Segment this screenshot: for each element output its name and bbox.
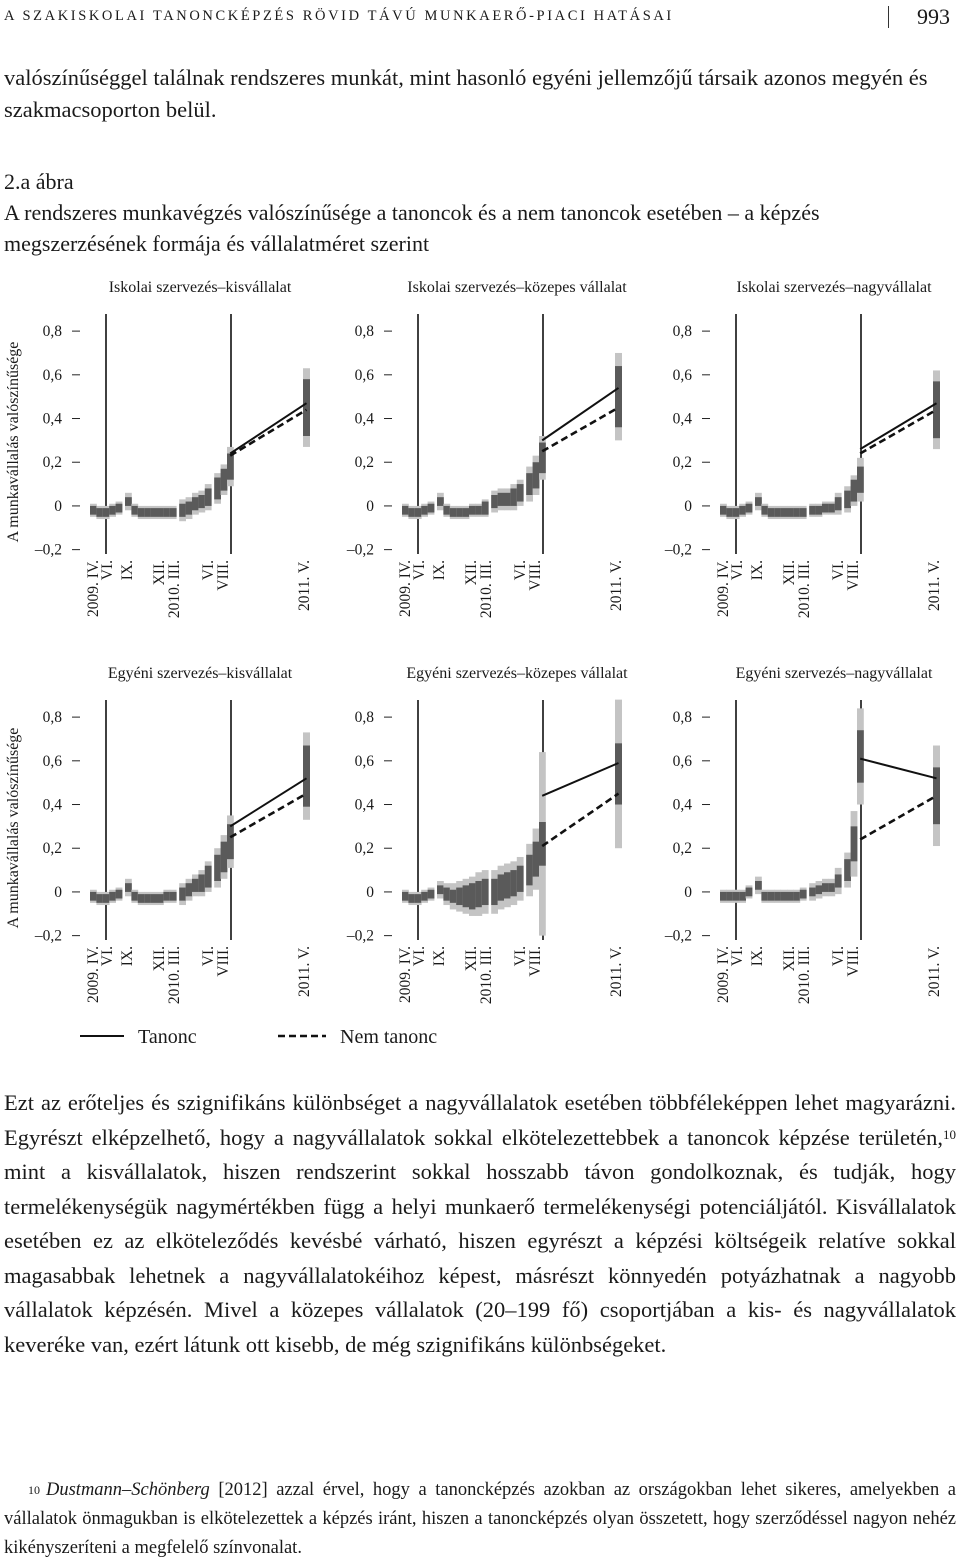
panel-title: Egyéni szervezés–nagyvállalat bbox=[735, 665, 933, 682]
y-tick-label: –0,2 bbox=[34, 927, 62, 945]
tanonc-line bbox=[860, 403, 936, 449]
ci-inner-bar bbox=[90, 506, 97, 515]
running-head-divider bbox=[888, 6, 889, 28]
panel-title: Iskolai szervezés–kisvállalat bbox=[108, 279, 292, 296]
ci-inner-bar bbox=[828, 883, 835, 892]
x-tick-label: VI. bbox=[99, 560, 116, 581]
ci-inner-bar bbox=[221, 469, 228, 491]
x-tick-label: 2011. V. bbox=[608, 560, 625, 611]
ci-inner-bar bbox=[131, 892, 138, 901]
ci-inner-bar bbox=[415, 894, 422, 903]
y-tick-label: 0,2 bbox=[42, 454, 62, 472]
ci-inner-bar bbox=[443, 506, 450, 515]
ci-inner-bar bbox=[739, 506, 746, 515]
y-tick-label: 0,6 bbox=[354, 366, 374, 384]
x-tick-label: 2011. V. bbox=[296, 946, 313, 997]
nem-tanonc-line bbox=[860, 410, 936, 454]
ci-inner-bar bbox=[103, 894, 110, 903]
y-tick-label: 0,2 bbox=[672, 840, 692, 858]
ci-inner-bar bbox=[214, 478, 221, 500]
ci-inner-bar bbox=[857, 467, 864, 493]
ci-inner-bar bbox=[450, 508, 457, 517]
y-tick-label: 0 bbox=[366, 883, 374, 901]
y-tick-label: 0,4 bbox=[672, 410, 692, 428]
ci-inner-bar bbox=[768, 892, 775, 901]
footnote bbox=[4, 1476, 956, 1563]
x-tick-label: 2009. IV. bbox=[85, 946, 102, 1003]
ci-inner-bar bbox=[103, 508, 110, 517]
ci-inner-bar bbox=[539, 443, 546, 474]
ci-inner-bar bbox=[96, 508, 103, 517]
ci-inner-bar bbox=[463, 885, 470, 907]
x-tick-label: IX. bbox=[431, 946, 448, 967]
ci-inner-bar bbox=[510, 870, 517, 896]
ci-inner-bar bbox=[761, 892, 768, 901]
ci-inner-bar bbox=[828, 504, 835, 513]
x-tick-label: 2011. V. bbox=[926, 946, 943, 997]
ci-inner-bar bbox=[469, 506, 476, 515]
ci-inner-bar bbox=[720, 506, 727, 515]
y-tick-label: 0,8 bbox=[354, 323, 374, 341]
x-tick-label: VIII. bbox=[215, 946, 232, 977]
ci-inner-bar bbox=[517, 484, 524, 501]
ci-inner-bar bbox=[421, 506, 428, 515]
x-tick-label: VIII. bbox=[845, 946, 862, 977]
ci-inner-bar bbox=[739, 892, 746, 901]
ci-inner-bar bbox=[192, 879, 199, 892]
x-tick-label: IX. bbox=[431, 560, 448, 581]
ci-inner-bar bbox=[109, 892, 116, 901]
ci-inner-bar bbox=[138, 508, 145, 517]
ci-inner-bar bbox=[809, 506, 816, 515]
ci-inner-bar bbox=[835, 497, 842, 510]
ci-inner-bar bbox=[526, 855, 533, 886]
ci-inner-bar bbox=[793, 508, 800, 517]
x-tick-label: VIII. bbox=[527, 560, 544, 591]
body-paragraph bbox=[4, 1086, 956, 1362]
ci-inner-bar bbox=[144, 508, 151, 517]
x-tick-label: 2009. IV. bbox=[85, 560, 102, 617]
ci-inner-bar bbox=[533, 842, 540, 877]
x-tick-label: VIII. bbox=[845, 560, 862, 591]
page-number: 993 bbox=[917, 4, 950, 29]
y-tick-label: 0,6 bbox=[354, 752, 374, 770]
ci-inner-bar bbox=[408, 508, 415, 517]
x-tick-label: 2010. III. bbox=[166, 560, 183, 619]
ci-inner-bar bbox=[402, 892, 409, 901]
ci-inner-bar bbox=[151, 508, 158, 517]
footnote-author: Dustmann–Schönberg bbox=[46, 1480, 210, 1500]
body-text-part1: Ezt az erőteljes és szignifikáns különbséget a nagyvállalatok esetében többféleképpen lehet magyarázni. Egyrészt elképzelhető, hogy a nagyvállalatok sokkal elkötelezettebbek a tanoncok képzése területén, bbox=[4, 1090, 956, 1150]
y-tick-label: 0 bbox=[684, 497, 692, 515]
x-tick-label: XII. bbox=[463, 560, 480, 586]
x-tick-label: XII. bbox=[781, 946, 798, 972]
x-tick-label: 2009. IV. bbox=[397, 560, 414, 617]
ci-inner-bar bbox=[475, 881, 482, 907]
ci-inner-bar bbox=[851, 826, 858, 861]
y-tick-label: 0 bbox=[684, 883, 692, 901]
ci-inner-bar bbox=[755, 881, 762, 890]
chart-panel bbox=[664, 665, 943, 1004]
ci-inner-bar bbox=[408, 894, 415, 903]
figure bbox=[0, 262, 960, 1062]
y-tick-label: 0,8 bbox=[354, 709, 374, 727]
ci-inner-bar bbox=[227, 824, 234, 859]
y-tick-label: 0,2 bbox=[354, 454, 374, 472]
ci-inner-bar bbox=[835, 874, 842, 887]
tanonc-line bbox=[542, 388, 618, 440]
figure-number: 2.a ábra bbox=[4, 169, 74, 194]
intro-paragraph: valószínűséggel találnak rendszeres munkát, mint hasonló egyéni jellemzőjű társaik azonos megyén és szakmacsoporton belül. bbox=[4, 65, 928, 122]
chart-panel bbox=[34, 665, 313, 1004]
x-tick-label: 2011. V. bbox=[296, 560, 313, 611]
chart-panel bbox=[346, 279, 627, 618]
ci-inner-bar bbox=[746, 504, 753, 513]
ci-inner-bar bbox=[761, 506, 768, 515]
chart-panel bbox=[34, 279, 313, 618]
ci-inner-bar bbox=[787, 508, 794, 517]
ci-inner-bar bbox=[774, 892, 781, 901]
y-tick-label: 0,8 bbox=[672, 323, 692, 341]
ci-inner-bar bbox=[482, 502, 489, 515]
ci-inner-bar bbox=[125, 883, 132, 892]
legend-nem-tanonc-label: Nem tanonc bbox=[340, 1026, 438, 1048]
ci-inner-bar bbox=[437, 885, 444, 894]
ci-inner-bar bbox=[163, 892, 170, 901]
ci-inner-bar bbox=[844, 491, 851, 508]
ci-inner-bar bbox=[822, 883, 829, 892]
x-tick-label: VI. bbox=[512, 560, 529, 581]
ci-inner-bar bbox=[428, 504, 435, 513]
ci-inner-bar bbox=[800, 508, 807, 517]
ci-inner-bar bbox=[733, 892, 740, 901]
ci-inner-bar bbox=[787, 892, 794, 901]
ci-inner-bar bbox=[157, 508, 164, 517]
x-tick-label: 2010. III. bbox=[478, 946, 495, 1005]
x-tick-label: VI. bbox=[830, 560, 847, 581]
ci-inner-bar bbox=[116, 890, 123, 899]
ci-inner-bar bbox=[186, 502, 193, 515]
ci-inner-bar bbox=[443, 888, 450, 901]
y-axis-title: A munkavállalás valószínűsége bbox=[5, 341, 22, 543]
running-head bbox=[4, 6, 956, 32]
ci-inner-bar bbox=[463, 508, 470, 517]
y-tick-label: 0,6 bbox=[672, 366, 692, 384]
figure-caption: A rendszeres munkavégzés valószínűsége a tanoncok és a nem tanoncok esetében – a képzés megszerzésének formája és vállalatméret szerint bbox=[4, 200, 820, 256]
footnote-number: 10 bbox=[28, 1483, 40, 1497]
ci-inner-bar bbox=[720, 892, 727, 901]
ci-inner-bar bbox=[498, 874, 505, 900]
ci-inner-bar bbox=[822, 504, 829, 513]
y-tick-label: 0,4 bbox=[354, 410, 374, 428]
tanonc-line bbox=[860, 759, 936, 779]
tanonc-line bbox=[230, 403, 306, 453]
footnote-text: [2012] azzal érvel, hogy a tanoncképzés azokban az országokban lehet sikeres, amelyekben a vállalatok önmagukban is elkötelezettek a képzés iránt, hiszen a tanoncképzés olyan összetett, hogy szerződéssel nagyon nehéz kikényszeríteni a megfelelő színvonalat. bbox=[4, 1480, 956, 1558]
legend-tanonc-label: Tanonc bbox=[138, 1026, 197, 1048]
x-tick-label: XII. bbox=[151, 946, 168, 972]
nem-tanonc-line bbox=[542, 794, 618, 846]
x-tick-label: VI. bbox=[411, 946, 428, 967]
ci-inner-bar bbox=[170, 892, 177, 901]
y-tick-label: 0,2 bbox=[354, 840, 374, 858]
ci-inner-bar bbox=[456, 888, 463, 905]
ci-inner-bar bbox=[450, 890, 457, 903]
y-tick-label: 0,8 bbox=[672, 709, 692, 727]
y-tick-label: 0,2 bbox=[42, 840, 62, 858]
x-tick-label: 2010. III. bbox=[796, 560, 813, 619]
ci-inner-bar bbox=[192, 497, 199, 510]
x-tick-label: IX. bbox=[119, 946, 136, 967]
y-tick-label: –0,2 bbox=[664, 541, 692, 559]
legend bbox=[80, 1026, 437, 1048]
y-tick-label: –0,2 bbox=[346, 927, 374, 945]
footnote-reference[interactable]: 10 bbox=[943, 1126, 956, 1142]
ci-inner-bar bbox=[205, 866, 212, 888]
y-tick-label: 0 bbox=[54, 497, 62, 515]
ci-inner-bar bbox=[475, 506, 482, 515]
y-tick-label: 0,4 bbox=[354, 796, 374, 814]
x-tick-label: VI. bbox=[200, 946, 217, 967]
panel-title: Iskolai szervezés–közepes vállalat bbox=[407, 279, 627, 296]
ci-inner-bar bbox=[774, 508, 781, 517]
x-tick-label: 2009. IV. bbox=[397, 946, 414, 1003]
ci-inner-bar bbox=[415, 508, 422, 517]
nem-tanonc-line bbox=[230, 794, 306, 838]
nem-tanonc-line bbox=[860, 796, 936, 840]
y-tick-label: 0,2 bbox=[672, 454, 692, 472]
x-tick-label: XII. bbox=[151, 560, 168, 586]
x-tick-label: VI. bbox=[411, 560, 428, 581]
x-tick-label: IX. bbox=[749, 946, 766, 967]
ci-inner-bar bbox=[726, 508, 733, 517]
ci-inner-bar bbox=[857, 730, 864, 782]
ci-inner-bar bbox=[755, 497, 762, 506]
ci-inner-bar bbox=[851, 480, 858, 502]
ci-inner-bar bbox=[125, 497, 132, 506]
ci-inner-bar bbox=[746, 888, 753, 897]
y-tick-label: 0,4 bbox=[672, 796, 692, 814]
ci-inner-bar bbox=[157, 894, 164, 903]
running-head-title: A SZAKISKOLAI TANONCKÉPZÉS RÖVID TÁVÚ MUNKAERŐ-PIACI HATÁSAI bbox=[4, 8, 674, 24]
ci-inner-bar bbox=[456, 508, 463, 517]
x-tick-label: VI. bbox=[729, 946, 746, 967]
ci-inner-bar-end bbox=[303, 746, 310, 807]
y-tick-label: –0,2 bbox=[346, 541, 374, 559]
y-tick-label: –0,2 bbox=[34, 541, 62, 559]
ci-inner-bar bbox=[469, 883, 476, 909]
x-tick-label: VI. bbox=[512, 946, 529, 967]
figure-title bbox=[4, 166, 956, 259]
ci-inner-bar bbox=[138, 894, 145, 903]
panel-title: Egyéni szervezés–kisvállalat bbox=[107, 665, 293, 682]
ci-inner-bar bbox=[504, 872, 511, 898]
ci-inner-bar bbox=[227, 453, 234, 479]
ci-inner-bar bbox=[163, 508, 170, 517]
ci-inner-bar bbox=[793, 892, 800, 901]
ci-inner-bar bbox=[402, 506, 409, 515]
figure-chart-grid bbox=[0, 262, 960, 1062]
ci-inner-bar bbox=[428, 890, 435, 899]
y-tick-label: 0,6 bbox=[42, 752, 62, 770]
ci-inner-bar bbox=[800, 890, 807, 899]
x-tick-label: VIII. bbox=[215, 560, 232, 591]
ci-inner-bar bbox=[421, 892, 428, 901]
ci-inner-bar bbox=[533, 462, 540, 488]
y-tick-label: 0 bbox=[54, 883, 62, 901]
panel-title: Egyéni szervezés–közepes vállalat bbox=[406, 665, 628, 682]
x-tick-label: 2011. V. bbox=[926, 560, 943, 611]
y-tick-label: 0,8 bbox=[42, 323, 62, 341]
y-tick-label: 0,6 bbox=[42, 366, 62, 384]
ci-inner-bar bbox=[726, 892, 733, 901]
ci-inner-bar bbox=[781, 508, 788, 517]
ci-inner-bar bbox=[498, 493, 505, 506]
x-tick-label: VI. bbox=[729, 560, 746, 581]
nem-tanonc-line bbox=[230, 410, 306, 456]
ci-inner-bar bbox=[437, 497, 444, 506]
x-tick-label: 2010. III. bbox=[166, 946, 183, 1005]
y-axis-title: A munkavállalás valószínűsége bbox=[5, 727, 22, 929]
ci-inner-bar bbox=[491, 879, 498, 905]
ci-inner-bar bbox=[198, 495, 205, 508]
ci-inner-bar bbox=[221, 842, 228, 873]
ci-inner-bar bbox=[179, 504, 186, 517]
ci-inner-bar bbox=[214, 855, 221, 881]
ci-inner-bar bbox=[151, 894, 158, 903]
y-tick-label: 0,6 bbox=[672, 752, 692, 770]
ci-inner-bar bbox=[517, 866, 524, 892]
chart-panel bbox=[664, 279, 943, 618]
ci-inner-bar bbox=[844, 859, 851, 881]
ci-inner-bar bbox=[116, 504, 123, 513]
x-tick-label: XII. bbox=[781, 560, 798, 586]
x-tick-label: IX. bbox=[119, 560, 136, 581]
ci-inner-bar bbox=[809, 888, 816, 897]
x-tick-label: 2011. V. bbox=[608, 946, 625, 997]
tanonc-line bbox=[230, 778, 306, 826]
y-tick-label: 0,4 bbox=[42, 796, 62, 814]
ci-inner-bar bbox=[733, 508, 740, 517]
ci-inner-bar bbox=[179, 888, 186, 901]
ci-inner-bar bbox=[170, 508, 177, 517]
tanonc-line bbox=[542, 763, 618, 796]
ci-inner-bar bbox=[491, 495, 498, 508]
x-tick-label: VI. bbox=[99, 946, 116, 967]
ci-inner-bar bbox=[482, 879, 489, 905]
y-tick-label: 0 bbox=[366, 497, 374, 515]
x-tick-label: 2009. IV. bbox=[715, 560, 732, 617]
y-tick-label: 0,8 bbox=[42, 709, 62, 727]
ci-inner-bar bbox=[109, 506, 116, 515]
ci-inner-bar bbox=[816, 506, 823, 515]
panel-title: Iskolai szervezés–nagyvállalat bbox=[736, 279, 932, 296]
x-tick-label: 2010. III. bbox=[478, 560, 495, 619]
ci-inner-bar bbox=[510, 488, 517, 505]
ci-inner-bar bbox=[186, 883, 193, 896]
ci-inner-bar-end bbox=[303, 379, 310, 436]
ci-inner-bar bbox=[198, 874, 205, 891]
x-tick-label: VI. bbox=[830, 946, 847, 967]
ci-inner-bar bbox=[131, 506, 138, 515]
chart-panel bbox=[346, 665, 628, 1004]
ci-inner-bar bbox=[816, 885, 823, 894]
x-tick-label: IX. bbox=[749, 560, 766, 581]
ci-inner-bar bbox=[205, 488, 212, 505]
x-tick-label: VIII. bbox=[527, 946, 544, 977]
x-tick-label: XII. bbox=[463, 946, 480, 972]
x-tick-label: 2010. III. bbox=[796, 946, 813, 1005]
ci-inner-bar bbox=[781, 892, 788, 901]
ci-inner-bar bbox=[504, 493, 511, 506]
y-tick-label: –0,2 bbox=[664, 927, 692, 945]
ci-inner-bar bbox=[526, 473, 533, 495]
body-text-part2: mint a kisvállalatok, hiszen rendszerint sokkal hosszabb távon gondolkoznak, és tudják, hogy termelékenységük nagymértékben függ a helyi munkaerő termelékenységi potenciáljától. Kisvállalatok esetében ez az elköteleződés kevésbé várható, hiszen egyrészt a képzési költségeik relatíve sokkal magasabbak lehetnek a nagyvállalatokéihoz képest, másrészt könnyedén potyázhatnak a nagyobb vállalatok képzésén. Mivel a közepes vállalatok (20–199 fő) csoportjában a kis- és nagyvállalatok keveréke van, ezért látunk ott kisebb, de még szignifikáns különbségeket. bbox=[4, 1159, 956, 1357]
ci-inner-bar-end bbox=[615, 366, 622, 427]
x-tick-label: 2009. IV. bbox=[715, 946, 732, 1003]
y-tick-label: 0,4 bbox=[42, 410, 62, 428]
ci-inner-bar bbox=[96, 894, 103, 903]
ci-inner-bar bbox=[768, 508, 775, 517]
x-tick-label: VI. bbox=[200, 560, 217, 581]
ci-inner-bar bbox=[90, 892, 97, 901]
ci-inner-bar bbox=[144, 894, 151, 903]
